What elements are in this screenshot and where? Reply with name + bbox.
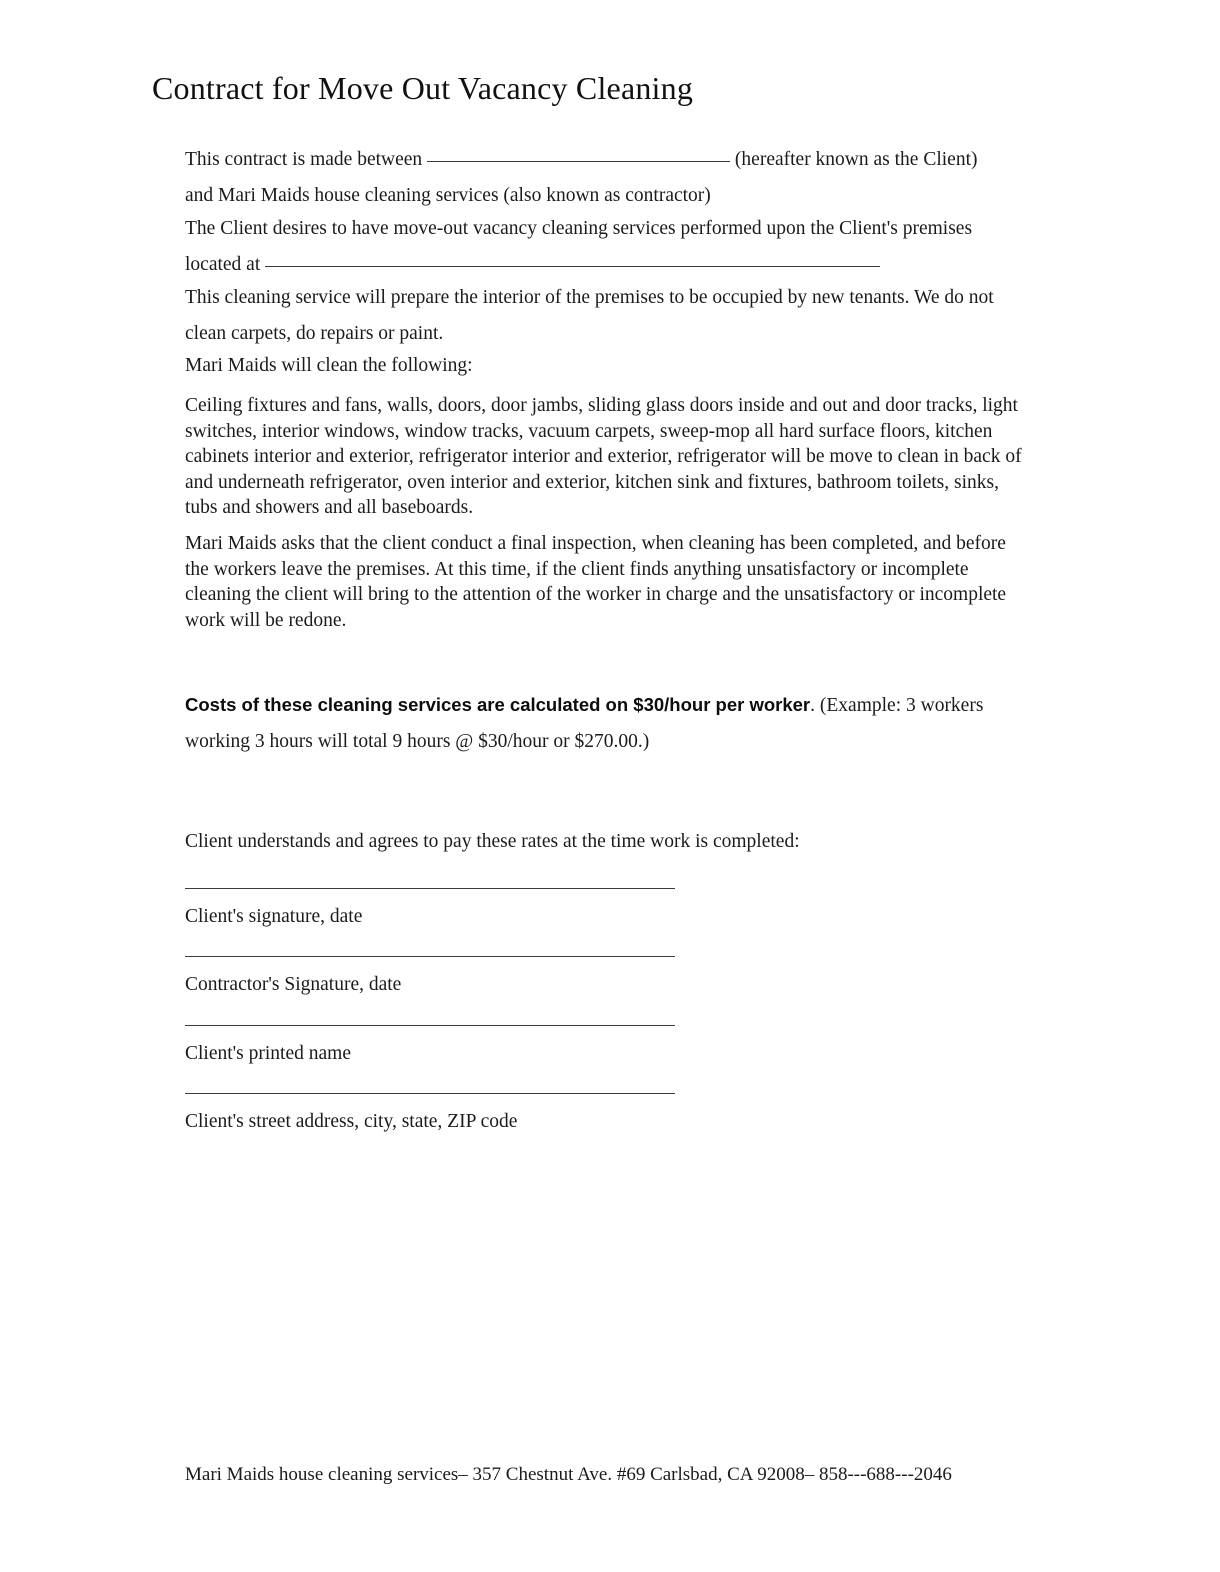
costs-example: . (Example: 3 workers working 3 hours will total 9 hours @ $30/hour or $270.00.)	[185, 695, 984, 752]
page-title: Contract for Move Out Vacancy Cleaning	[151, 70, 694, 106]
costs-block	[185, 687, 1030, 760]
scope-paragraph-1: This cleaning service will prepare the interior of the premises to be occupied by new tenants. We do not clean carpets, do repairs or paint.	[185, 287, 994, 344]
intro-block	[185, 142, 1035, 214]
client-name-blank[interactable]	[427, 161, 730, 162]
intro-line-2: and Mari Maids house cleaning services (also known as contractor)	[185, 185, 711, 206]
signature-line-contractor-signature[interactable]	[185, 956, 675, 957]
intro-line-1-text-after: (hereafter known as the Client)	[734, 149, 978, 170]
premises-address-blank[interactable]	[265, 266, 880, 267]
signature-label-client-address: Client's street address, city, state, ZIP code	[185, 1111, 518, 1132]
signature-line-client-address[interactable]	[185, 1093, 675, 1094]
costs-heading: Costs of these cleaning services are calculated on $30/hour per worker	[185, 694, 811, 715]
intro-line-1-text-before: This contract is made between	[185, 149, 423, 170]
agreement-statement: Client understands and agrees to pay these rates at the time work is completed:	[185, 831, 800, 852]
signature-label-contractor-signature: Contractor's Signature, date	[185, 974, 402, 995]
located-at-label: located at	[185, 254, 261, 275]
signature-line-client-printed-name[interactable]	[185, 1025, 675, 1026]
intro-line-1	[185, 142, 1035, 178]
premises-line-1: The Client desires to have move-out vacancy cleaning services performed upon the Client's premises	[185, 218, 973, 239]
scope-paragraph-2: Mari Maids will clean the following:	[185, 355, 473, 376]
footer-contact-line: Mari Maids house cleaning services– 357 Chestnut Ave. #69 Carlsbad, CA 92008– 858---688---2046	[185, 1464, 952, 1485]
cleaning-items-paragraph: Ceiling fixtures and fans, walls, doors, door jambs, sliding glass doors inside and out and door tracks, light switches, interior windows, window tracks, vacuum carpets, sweep-mop all hard surface floors, kitchen cabinets interior and exterior, refrigerator interior and exterior, refrigerator will be move to clean in back of and underneath refrigerator, oven interior and exterior, kitchen sink and fixtures, bathroom toilets, sinks, tubs and showers and all baseboards.	[185, 395, 1022, 518]
signature-line-client-signature[interactable]	[185, 888, 675, 889]
signature-label-client-signature: Client's signature, date	[185, 906, 363, 927]
premises-block	[185, 211, 1035, 283]
premises-line-2	[185, 247, 1035, 283]
signature-label-client-printed-name: Client's printed name	[185, 1043, 351, 1064]
inspection-paragraph: Mari Maids asks that the client conduct a final inspection, when cleaning has been completed, and before the workers leave the premises. At this time, if the client finds anything unsatisfactory or incomplete cleaning the client will bring to the attention of the worker in charge and the unsatisfactory or incomplete work will be redone.	[185, 533, 1007, 631]
